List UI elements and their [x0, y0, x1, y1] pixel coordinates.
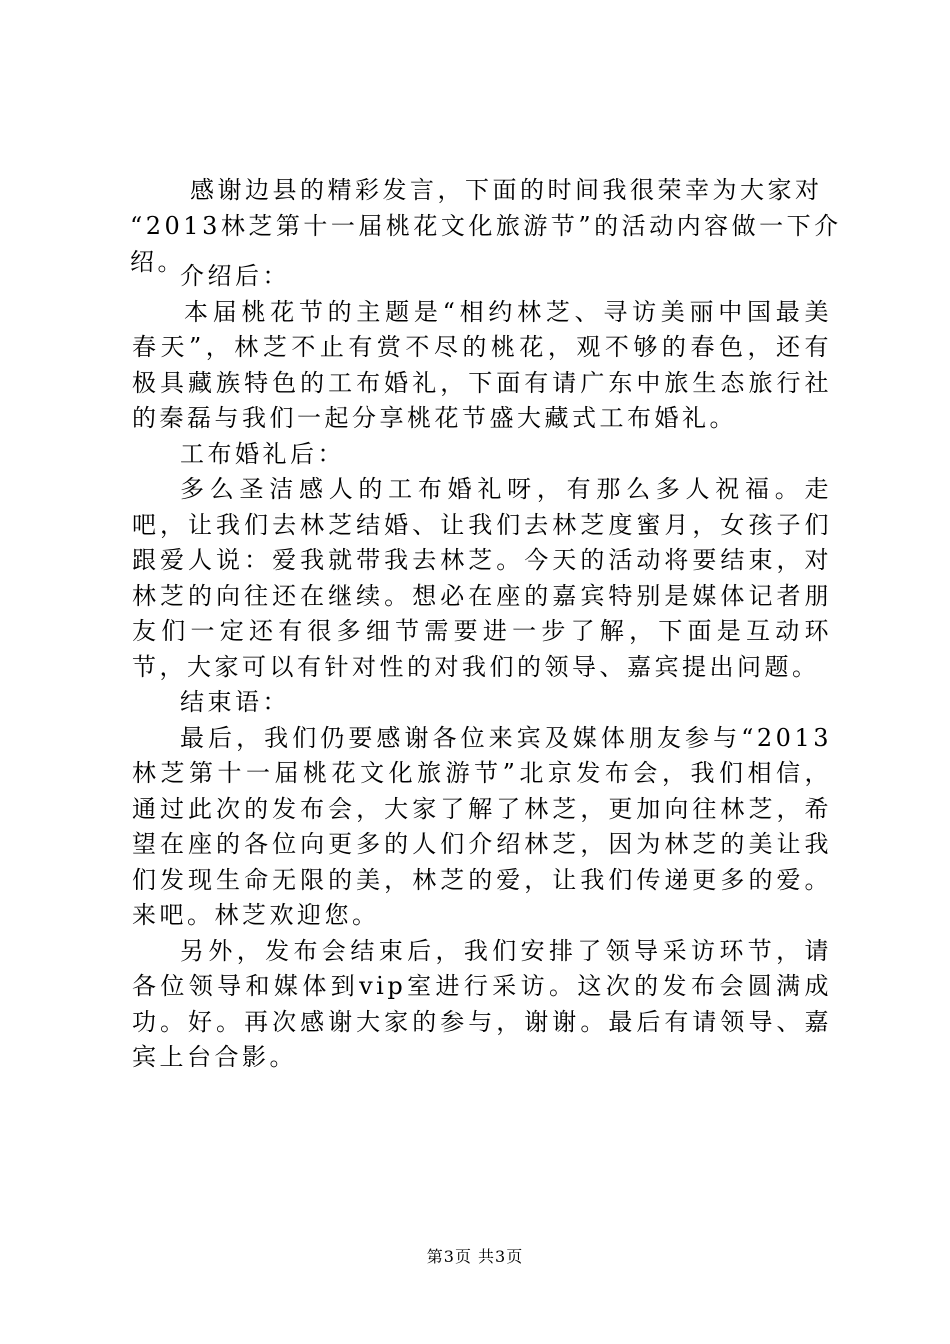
section-text-interaction: 多么圣洁感人的工布婚礼呀，有那么多人祝福。走吧，让我们去林芝结婚、让我们去林芝度蜜月，女孩子们跟爱人说：爱我就带我去林芝。今天的活动将要结束，对林芝的向往还在继续。想必在座的嘉宾特别是媒体记者朋友们一定还有很多细节需要进一步了解，下面是互动环节，大家可以有针对性的对我们的领导、嘉宾提出问题。 [132, 475, 832, 681]
intro-line-2: “2013林芝第十一届桃花文化旅游节”的活动内容做一下介绍。 [130, 212, 842, 276]
section-label-after-wedding: 工布婚礼后： [180, 439, 345, 468]
intro-line-1: 感谢边县的精彩发言，下面的时间我很荣幸为大家对 [190, 176, 823, 204]
section-label-closing: 结束语： [180, 688, 290, 716]
section-text-final: 另外，发布会结束后，我们安排了领导采访环节，请各位领导和媒体到vip室进行采访。这次的发布会圆满成功。好。再次感谢大家的参与，谢谢。最后有请领导、嘉宾上台合影。 [132, 936, 832, 1071]
section-text-theme: 本届桃花节的主题是“相约林芝、寻访美丽中国最美春天”，林芝不止有赏不尽的桃花，观不够的春色，还有极具藏族特色的工布婚礼，下面有请广东中旅生态旅行社的秦磊与我们一起分享桃花节盛大藏式工布婚礼。 [132, 297, 832, 432]
page-number-footer: 第3页 共3页 [426, 1247, 524, 1266]
section-text-closing: 最后，我们仍要感谢各位来宾及媒体朋友参与“2013林芝第十一届桃花文化旅游节”北京发布会，我们相信，通过此次的发布会，大家了解了林芝，更加向往林芝，希望在座的各位向更多的人们介绍林芝，因为林芝的美让我们发现生命无限的美，林芝的爱，让我们传递更多的爱。来吧。林芝欢迎您。 [132, 723, 832, 929]
section-label-after-intro: 介绍后： [180, 262, 290, 290]
document-body [132, 259, 832, 1076]
